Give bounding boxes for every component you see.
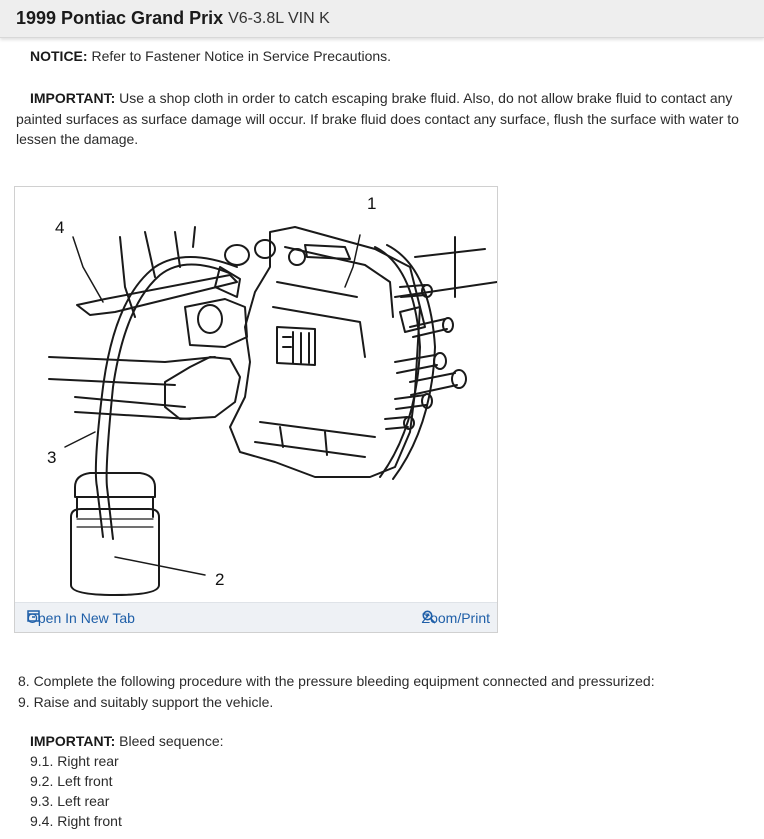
open-in-new-tab-label: Open In New Tab: [27, 610, 135, 626]
page-header: [0, 0, 764, 38]
important-text: Use a shop cloth in order to catch escaping brake fluid. Also, do not allow brake fluid to contact any painted surfaces as surface damage will occur. If brake fluid does contact any surface, flush the surface with water to lessen the damage.: [16, 90, 739, 147]
brake-bleed-figure: [14, 186, 498, 633]
brake-caliper-diagram: [15, 187, 497, 602]
bleed-sequence: [30, 731, 224, 831]
bleed-step-left-rear: 9.3. Left rear: [30, 793, 110, 809]
bleed-step-left-front: 9.2. Left front: [30, 773, 113, 789]
zoom-print-link[interactable]: [422, 610, 490, 626]
notice-label: NOTICE:: [30, 48, 88, 64]
new-tab-icon: [27, 610, 40, 622]
callout-1: 1: [367, 194, 377, 213]
bleed-important-label: IMPORTANT:: [30, 733, 116, 749]
important-paragraph: [16, 88, 758, 150]
bleed-step-right-rear: 9.1. Right rear: [30, 753, 119, 769]
bleed-sequence-heading: Bleed sequence:: [115, 733, 224, 749]
callout-3: 3: [47, 448, 57, 467]
procedure-steps: [18, 671, 655, 712]
step-8: 8. Complete the following procedure with the pressure bleeding equipment connected and pressurized:: [18, 673, 655, 689]
bleed-step-right-front: 9.4. Right front: [30, 813, 122, 829]
engine-subtitle: V6-3.8L VIN K: [228, 9, 330, 27]
figure-toolbar: [15, 602, 497, 632]
zoom-print-label: Zoom/Print: [421, 610, 490, 626]
notice-paragraph: [30, 46, 750, 67]
important-label: IMPORTANT:: [30, 90, 116, 106]
notice-text: Refer to Fastener Notice in Service Precautions.: [87, 48, 392, 64]
open-in-new-tab-link[interactable]: [27, 610, 135, 626]
vehicle-title: 1999 Pontiac Grand Prix: [16, 8, 224, 28]
callout-4: 4: [55, 218, 65, 237]
step-9: 9. Raise and suitably support the vehicle.: [18, 693, 274, 710]
callout-2: 2: [215, 570, 225, 589]
zoom-icon: [422, 610, 436, 624]
